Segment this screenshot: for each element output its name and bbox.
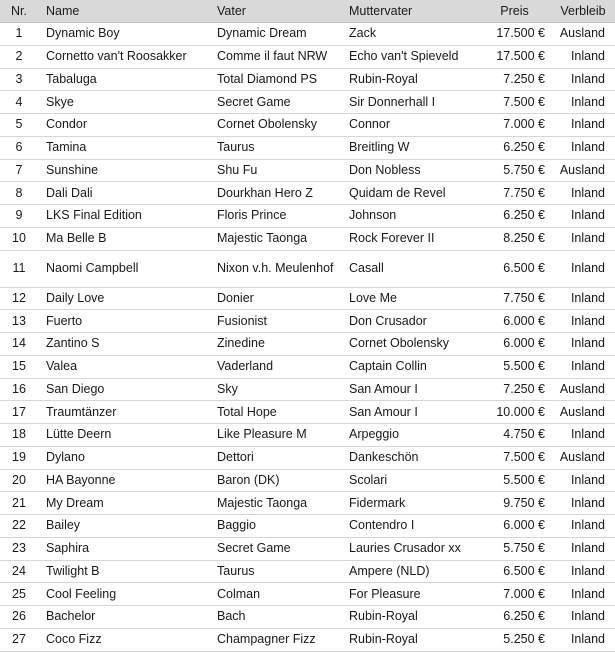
cell-preis: 6.000 € xyxy=(478,310,551,333)
cell-name: Daily Love xyxy=(38,287,209,310)
cell-preis: 7.500 € xyxy=(478,446,551,469)
cell-preis: 5.750 € xyxy=(478,159,551,182)
cell-muttervater: San Amour I xyxy=(341,401,478,424)
cell-muttervater: Scolari xyxy=(341,469,478,492)
table-row xyxy=(0,469,615,492)
cell-muttervater: Ampere (NLD) xyxy=(341,560,478,583)
cell-nr: 11 xyxy=(0,250,38,287)
cell-muttervater: Love Me xyxy=(341,287,478,310)
table-row xyxy=(0,205,615,228)
cell-preis: 5.250 € xyxy=(478,628,551,651)
cell-vater: Nixon v.h. Meulenhof xyxy=(209,250,341,287)
table-row xyxy=(0,227,615,250)
cell-verbleib: Inland xyxy=(551,287,615,310)
table-row xyxy=(0,23,615,46)
cell-nr: 13 xyxy=(0,310,38,333)
cell-name: San Diego xyxy=(38,378,209,401)
cell-nr: 19 xyxy=(0,446,38,469)
cell-preis: 6.000 € xyxy=(478,515,551,538)
cell-vater: Dettori xyxy=(209,446,341,469)
cell-verbleib: Inland xyxy=(551,250,615,287)
table-row xyxy=(0,492,615,515)
table-row xyxy=(0,159,615,182)
table-row xyxy=(0,136,615,159)
cell-preis: 5.750 € xyxy=(478,537,551,560)
cell-name: Cornetto van't Roosakker xyxy=(38,45,209,68)
table-row xyxy=(0,45,615,68)
cell-preis: 6.250 € xyxy=(478,205,551,228)
cell-name: Zantino S xyxy=(38,333,209,356)
table-row xyxy=(0,401,615,424)
table-row xyxy=(0,91,615,114)
cell-vater: Total Diamond PS xyxy=(209,68,341,91)
cell-name: HA Bayonne xyxy=(38,469,209,492)
cell-nr: 12 xyxy=(0,287,38,310)
header-row xyxy=(0,0,615,23)
cell-verbleib: Inland xyxy=(551,136,615,159)
cell-preis: 7.750 € xyxy=(478,287,551,310)
table-row xyxy=(0,182,615,205)
table-row xyxy=(0,515,615,538)
cell-nr: 20 xyxy=(0,469,38,492)
cell-vater: Comme il faut NRW xyxy=(209,45,341,68)
cell-vater: Fusionist xyxy=(209,310,341,333)
cell-nr: 2 xyxy=(0,45,38,68)
cell-muttervater: Casall xyxy=(341,250,478,287)
table-row xyxy=(0,560,615,583)
cell-verbleib: Inland xyxy=(551,492,615,515)
cell-name: Bailey xyxy=(38,515,209,538)
cell-nr: 8 xyxy=(0,182,38,205)
cell-muttervater: Captain Collin xyxy=(341,355,478,378)
cell-vater: Vaderland xyxy=(209,355,341,378)
cell-nr: 10 xyxy=(0,227,38,250)
cell-nr: 21 xyxy=(0,492,38,515)
cell-preis: 10.000 € xyxy=(478,401,551,424)
cell-name: Saphira xyxy=(38,537,209,560)
cell-muttervater: Dankeschön xyxy=(341,446,478,469)
cell-muttervater: Echo van't Spieveld xyxy=(341,45,478,68)
cell-vater: Taurus xyxy=(209,560,341,583)
cell-nr: 3 xyxy=(0,68,38,91)
cell-preis: 7.250 € xyxy=(478,68,551,91)
cell-nr: 1 xyxy=(0,23,38,46)
table-header xyxy=(0,0,615,23)
cell-nr: 14 xyxy=(0,333,38,356)
table-row xyxy=(0,250,615,287)
cell-nr: 15 xyxy=(0,355,38,378)
cell-verbleib: Inland xyxy=(551,91,615,114)
cell-muttervater: San Amour I xyxy=(341,378,478,401)
cell-name: Tabaluga xyxy=(38,68,209,91)
cell-nr: 22 xyxy=(0,515,38,538)
cell-nr: 16 xyxy=(0,378,38,401)
table-row xyxy=(0,68,615,91)
cell-muttervater: Don Crusador xyxy=(341,310,478,333)
cell-preis: 17.500 € xyxy=(478,23,551,46)
cell-name: Dynamic Boy xyxy=(38,23,209,46)
cell-muttervater: Johnson xyxy=(341,205,478,228)
cell-vater: Taurus xyxy=(209,136,341,159)
cell-name: Skye xyxy=(38,91,209,114)
cell-preis: 5.500 € xyxy=(478,469,551,492)
table-row xyxy=(0,378,615,401)
column-header-name: Name xyxy=(38,0,209,23)
column-header-preis: Preis xyxy=(478,0,551,23)
cell-preis: 7.250 € xyxy=(478,378,551,401)
cell-verbleib: Inland xyxy=(551,469,615,492)
cell-verbleib: Inland xyxy=(551,227,615,250)
cell-vater: Floris Prince xyxy=(209,205,341,228)
cell-nr: 23 xyxy=(0,537,38,560)
cell-verbleib: Inland xyxy=(551,537,615,560)
table-row xyxy=(0,537,615,560)
cell-vater: Bach xyxy=(209,606,341,629)
cell-muttervater: Connor xyxy=(341,114,478,137)
cell-vater: Baggio xyxy=(209,515,341,538)
column-header-nr: Nr. xyxy=(0,0,38,23)
cell-preis: 6.500 € xyxy=(478,250,551,287)
table-row xyxy=(0,355,615,378)
cell-name: Dylano xyxy=(38,446,209,469)
cell-verbleib: Inland xyxy=(551,333,615,356)
cell-name: Cool Feeling xyxy=(38,583,209,606)
cell-vater: Secret Game xyxy=(209,537,341,560)
cell-muttervater: For Pleasure xyxy=(341,583,478,606)
cell-vater: Secret Game xyxy=(209,91,341,114)
cell-verbleib: Inland xyxy=(551,68,615,91)
cell-muttervater: Fidermark xyxy=(341,492,478,515)
cell-vater: Sky xyxy=(209,378,341,401)
cell-name: Sunshine xyxy=(38,159,209,182)
cell-vater: Majestic Taonga xyxy=(209,227,341,250)
cell-verbleib: Inland xyxy=(551,628,615,651)
cell-muttervater: Rubin-Royal xyxy=(341,628,478,651)
cell-verbleib: Inland xyxy=(551,205,615,228)
table-row xyxy=(0,446,615,469)
cell-name: LKS Final Edition xyxy=(38,205,209,228)
cell-nr: 24 xyxy=(0,560,38,583)
table-body xyxy=(0,23,615,652)
cell-vater: Cornet Obolensky xyxy=(209,114,341,137)
cell-muttervater: Rubin-Royal xyxy=(341,606,478,629)
cell-name: Lütte Deern xyxy=(38,424,209,447)
cell-preis: 7.000 € xyxy=(478,114,551,137)
cell-muttervater: Arpeggio xyxy=(341,424,478,447)
column-header-verbleib: Verbleib xyxy=(551,0,615,23)
cell-preis: 6.500 € xyxy=(478,560,551,583)
cell-verbleib: Inland xyxy=(551,606,615,629)
cell-preis: 5.500 € xyxy=(478,355,551,378)
cell-verbleib: Inland xyxy=(551,583,615,606)
cell-nr: 5 xyxy=(0,114,38,137)
cell-preis: 7.000 € xyxy=(478,583,551,606)
cell-preis: 6.000 € xyxy=(478,333,551,356)
cell-verbleib: Inland xyxy=(551,515,615,538)
cell-verbleib: Inland xyxy=(551,424,615,447)
cell-vater: Dourkhan Hero Z xyxy=(209,182,341,205)
cell-muttervater: Rubin-Royal xyxy=(341,68,478,91)
cell-muttervater: Don Nobless xyxy=(341,159,478,182)
cell-verbleib: Inland xyxy=(551,182,615,205)
cell-preis: 6.250 € xyxy=(478,136,551,159)
cell-nr: 25 xyxy=(0,583,38,606)
cell-name: Naomi Campbell xyxy=(38,250,209,287)
cell-name: My Dream xyxy=(38,492,209,515)
cell-nr: 17 xyxy=(0,401,38,424)
cell-verbleib: Inland xyxy=(551,355,615,378)
cell-nr: 27 xyxy=(0,628,38,651)
table-row xyxy=(0,310,615,333)
table-row xyxy=(0,114,615,137)
cell-nr: 7 xyxy=(0,159,38,182)
cell-vater: Total Hope xyxy=(209,401,341,424)
cell-verbleib: Ausland xyxy=(551,401,615,424)
cell-vater: Baron (DK) xyxy=(209,469,341,492)
cell-name: Condor xyxy=(38,114,209,137)
cell-muttervater: Breitling W xyxy=(341,136,478,159)
cell-vater: Colman xyxy=(209,583,341,606)
cell-vater: Dynamic Dream xyxy=(209,23,341,46)
cell-muttervater: Zack xyxy=(341,23,478,46)
cell-verbleib: Inland xyxy=(551,114,615,137)
cell-name: Traumtänzer xyxy=(38,401,209,424)
cell-nr: 26 xyxy=(0,606,38,629)
cell-muttervater: Cornet Obolensky xyxy=(341,333,478,356)
cell-vater: Zinedine xyxy=(209,333,341,356)
cell-verbleib: Ausland xyxy=(551,446,615,469)
cell-nr: 4 xyxy=(0,91,38,114)
cell-name: Bachelor xyxy=(38,606,209,629)
cell-verbleib: Inland xyxy=(551,45,615,68)
cell-name: Valea xyxy=(38,355,209,378)
cell-verbleib: Ausland xyxy=(551,159,615,182)
cell-name: Fuerto xyxy=(38,310,209,333)
cell-muttervater: Lauries Crusador xx xyxy=(341,537,478,560)
cell-muttervater: Quidam de Revel xyxy=(341,182,478,205)
cell-vater: Champagner Fizz xyxy=(209,628,341,651)
table-row xyxy=(0,606,615,629)
cell-vater: Shu Fu xyxy=(209,159,341,182)
cell-verbleib: Inland xyxy=(551,560,615,583)
cell-muttervater: Contendro I xyxy=(341,515,478,538)
cell-preis: 9.750 € xyxy=(478,492,551,515)
cell-verbleib: Ausland xyxy=(551,23,615,46)
cell-name: Dali Dali xyxy=(38,182,209,205)
cell-vater: Like Pleasure M xyxy=(209,424,341,447)
cell-verbleib: Inland xyxy=(551,310,615,333)
cell-preis: 17.500 € xyxy=(478,45,551,68)
cell-vater: Donier xyxy=(209,287,341,310)
cell-preis: 7.750 € xyxy=(478,182,551,205)
table-row xyxy=(0,424,615,447)
column-header-muttervater: Muttervater xyxy=(341,0,478,23)
cell-preis: 4.750 € xyxy=(478,424,551,447)
column-header-vater: Vater xyxy=(209,0,341,23)
cell-muttervater: Sir Donnerhall I xyxy=(341,91,478,114)
cell-nr: 6 xyxy=(0,136,38,159)
cell-preis: 8.250 € xyxy=(478,227,551,250)
cell-name: Twilight B xyxy=(38,560,209,583)
cell-name: Ma Belle B xyxy=(38,227,209,250)
table-row xyxy=(0,583,615,606)
cell-vater: Majestic Taonga xyxy=(209,492,341,515)
cell-nr: 9 xyxy=(0,205,38,228)
cell-nr: 18 xyxy=(0,424,38,447)
cell-preis: 6.250 € xyxy=(478,606,551,629)
cell-name: Coco Fizz xyxy=(38,628,209,651)
cell-name: Tamina xyxy=(38,136,209,159)
table-row xyxy=(0,287,615,310)
cell-verbleib: Ausland xyxy=(551,378,615,401)
cell-muttervater: Rock Forever II xyxy=(341,227,478,250)
cell-preis: 7.500 € xyxy=(478,91,551,114)
table-row xyxy=(0,333,615,356)
